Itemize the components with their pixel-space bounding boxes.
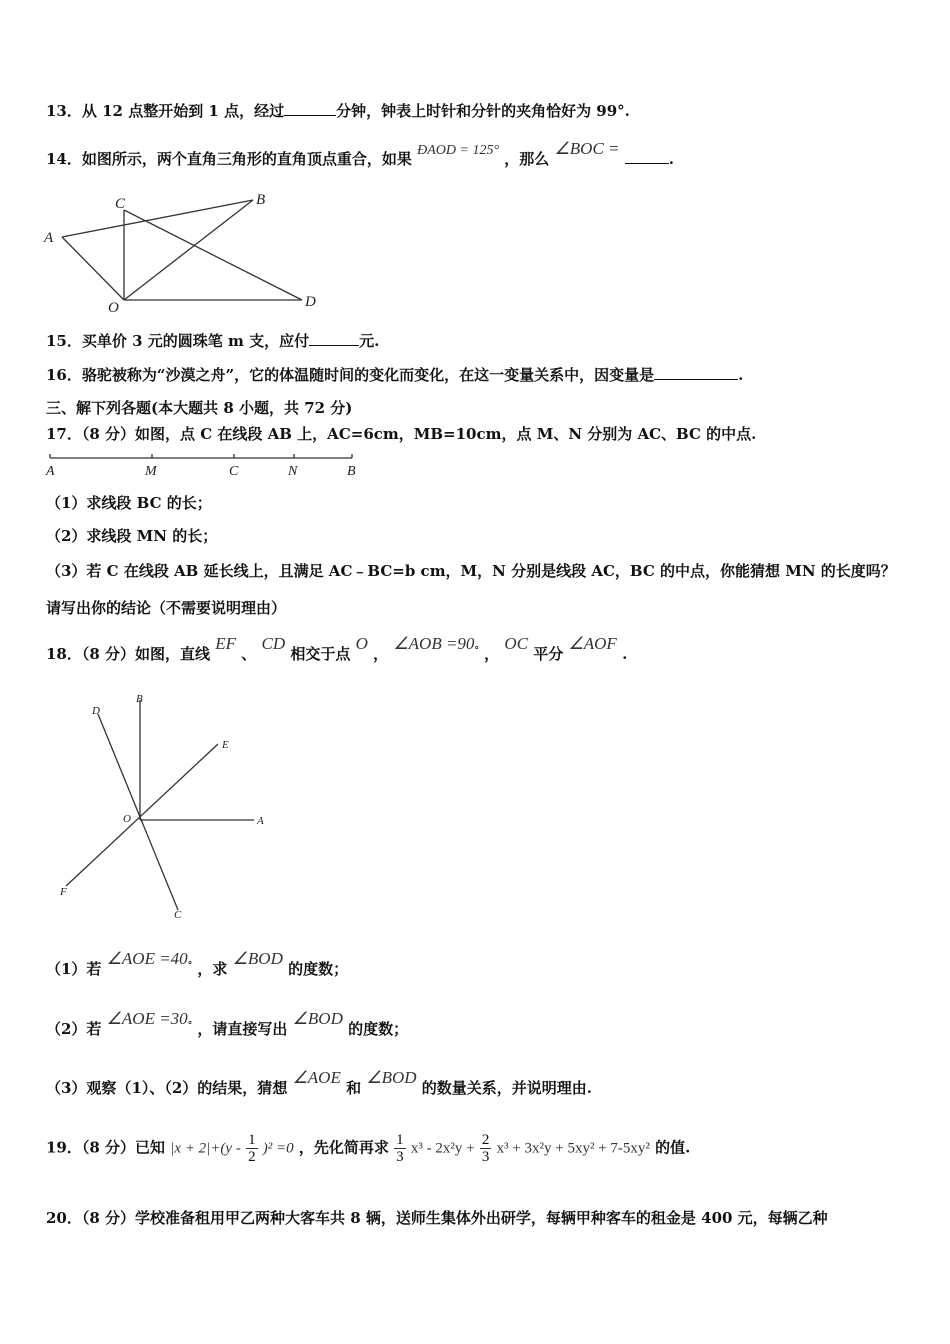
point-n: N [288, 464, 298, 479]
label-o2: O [123, 813, 131, 825]
q19-den2: 3 [481, 1149, 490, 1165]
q16-end: . [738, 366, 744, 384]
q18-s3-bod: ∠BOD [366, 1068, 417, 1087]
q19-den1: 3 [396, 1149, 404, 1165]
q18-s1-aoe: ∠AOE =40 [106, 949, 188, 968]
q20-text: 20．（8 分）学校准备租用甲乙两种大客车共 8 辆，送师生集体外出研学，每辆甲种客车的租金是 400 元，每辆乙种 [46, 1209, 828, 1227]
label-d2: D [92, 705, 100, 717]
q14-blank [625, 151, 669, 164]
q19-t1: 19．（8 分）已知 [46, 1138, 166, 1157]
q20-line [46, 1207, 828, 1228]
q18-t4: ， [373, 645, 389, 663]
q14-line [46, 139, 674, 169]
q18-t3: 相交于点 [290, 645, 351, 663]
q13-blank [284, 103, 336, 116]
q14-angle-boc: ∠BOC = [554, 139, 620, 158]
label-f2: F [60, 886, 67, 898]
segment-ob [124, 200, 253, 300]
q18-s1-bod: ∠BOD [232, 949, 283, 968]
q18-s1-b: ，求 [197, 960, 228, 978]
q18-s2-a: （2）若 [46, 1020, 102, 1038]
q17-stem-text: 17．（8 分）如图，点 C 在线段 AB 上，AC=6cm，MB=10cm，点 M、N 分别为 AC、BC 的中点. [46, 425, 757, 443]
q14-figure [40, 188, 330, 318]
q17-stem [46, 423, 756, 444]
q19-line [46, 1132, 690, 1165]
q18-cd: CD [261, 634, 286, 653]
q14-text-b: ，那么 [504, 150, 550, 168]
section3-title [46, 397, 352, 418]
q15-text-a: 15．买单价 3 元的圆珠笔 m 支，应付 [46, 332, 310, 350]
q17-sub3b-text: 请写出你的结论（不需要说明理由） [46, 599, 287, 617]
q19-frac1 [394, 1132, 406, 1165]
point-c: C [229, 464, 239, 479]
q19-t2: ，先化简再求 [298, 1138, 389, 1157]
q15-text-b: 元. [359, 332, 380, 350]
q17-sub2 [46, 525, 217, 546]
q18-s3-aoe: ∠AOE [292, 1068, 341, 1087]
q13-text-a: 13．从 12 点整开始到 1 点，经过 [46, 102, 285, 120]
label-a: A [44, 230, 54, 246]
q19-cond-den: 2 [248, 1149, 256, 1165]
label-o: O [108, 300, 119, 316]
q18-t5: ， [484, 645, 500, 663]
q18-t1: 18．（8 分）如图，直线 [46, 645, 211, 663]
q15-blank [309, 333, 359, 346]
q13-text-b: 分钟，钟表上时针和分针的夹角恰好为 99°. [336, 102, 630, 120]
q19-cond-b: )² =0 [262, 1140, 294, 1157]
segment-ao [62, 237, 124, 300]
segment-ab [62, 200, 253, 237]
q16-line [46, 364, 743, 385]
q13-line [46, 100, 630, 121]
q18-figure [56, 688, 286, 928]
q18-stem: 18．（8 分）如图，直线 EF 、 CD 相交于点 O ， ∠AOB =90° ， OC 平分 ∠AOF . [46, 634, 628, 663]
q18-sub3 [46, 1068, 592, 1098]
point-m: M [145, 464, 157, 479]
q18-sub1: （1）若 ∠AOE =40° ，求 ∠BOD 的度数； [46, 949, 349, 978]
q19-t3: 的值. [655, 1138, 691, 1157]
q18-s2-b: ，请直接写出 [197, 1020, 288, 1038]
label-e2: E [222, 739, 229, 751]
label-a2: A [257, 815, 264, 827]
point-a: A [46, 464, 55, 479]
q18-s3-b: 和 [346, 1079, 362, 1097]
q17-figure [44, 452, 364, 480]
section3-title-text: 三、解下列各题(本大题共 8 小题，共 72 分) [46, 399, 353, 417]
q18-s1-c: 的度数； [288, 960, 349, 978]
segment-cd [124, 210, 302, 300]
q14-text-a: 14．如图所示，两个直角三角形的直角顶点重合，如果 [46, 150, 412, 168]
q19-cond-frac [246, 1132, 258, 1165]
q17-sub3-text: （3）若 C 在线段 AB 延长线上，且满足 AC﹣BC=b cm，M，N 分别是线段 AC，BC 的中点，你能猜想 MN 的长度吗？ [46, 562, 896, 580]
q18-ef: EF [215, 634, 237, 653]
q19-num1: 1 [396, 1132, 404, 1148]
q17-sub3b [46, 597, 286, 618]
q16-text-a: 16．骆驼被称为“沙漠之舟”，它的体温随时间的变化而变化，在这一变量关系中，因变量是 [46, 366, 655, 384]
q18-s2-aoe: ∠AOE =30 [106, 1009, 188, 1028]
q17-sub1-text: （1）求线段 BC 的长； [46, 494, 212, 512]
label-b: B [256, 192, 266, 208]
q19-frac2 [480, 1132, 492, 1165]
q17-sub2-text: （2）求线段 MN 的长； [46, 527, 218, 545]
q19-cond-num: 1 [248, 1132, 256, 1148]
q18-t7: . [622, 645, 628, 663]
q16-blank [654, 367, 738, 380]
q18-o: O [355, 634, 368, 653]
q18-aof: ∠AOF [568, 634, 617, 653]
label-d: D [305, 294, 316, 310]
q18-s3-c: 的数量关系，并说明理由. [421, 1079, 592, 1097]
label-b2: B [136, 693, 143, 705]
q17-sub3 [46, 560, 896, 581]
q18-t6: 平分 [533, 645, 564, 663]
q18-aob: ∠AOB =90 [393, 634, 475, 653]
point-b: B [347, 464, 356, 479]
q19-cond-a: |x + 2|+(y - [170, 1140, 241, 1157]
q14-angle-aod: ÐAOD = 125° [417, 143, 500, 158]
q18-s2-bod: ∠BOD [292, 1009, 343, 1028]
q18-s2-c: 的度数； [348, 1020, 409, 1038]
q19-expr-a: x³ - 2x²y + [410, 1140, 475, 1157]
q18-s1-a: （1）若 [46, 960, 102, 978]
q19-expr-b: x³ + 3x²y + 5xy² + 7-5xy² [496, 1140, 650, 1157]
q19-num2: 2 [481, 1132, 490, 1148]
q18-oc: OC [504, 634, 529, 653]
q18-t2: 、 [241, 645, 257, 663]
label-c2: C [174, 909, 182, 921]
line-ef [66, 744, 218, 886]
q18-s3-a: （3）观察（1）、（2）的结果，猜想 [46, 1079, 288, 1097]
q14-end: . [668, 150, 674, 168]
q15-line [46, 330, 379, 351]
line-dc [98, 714, 178, 910]
label-c: C [115, 196, 126, 212]
q17-sub1 [46, 492, 212, 513]
q18-sub2: （2）若 ∠AOE =30° ，请直接写出 ∠BOD 的度数； [46, 1009, 409, 1038]
